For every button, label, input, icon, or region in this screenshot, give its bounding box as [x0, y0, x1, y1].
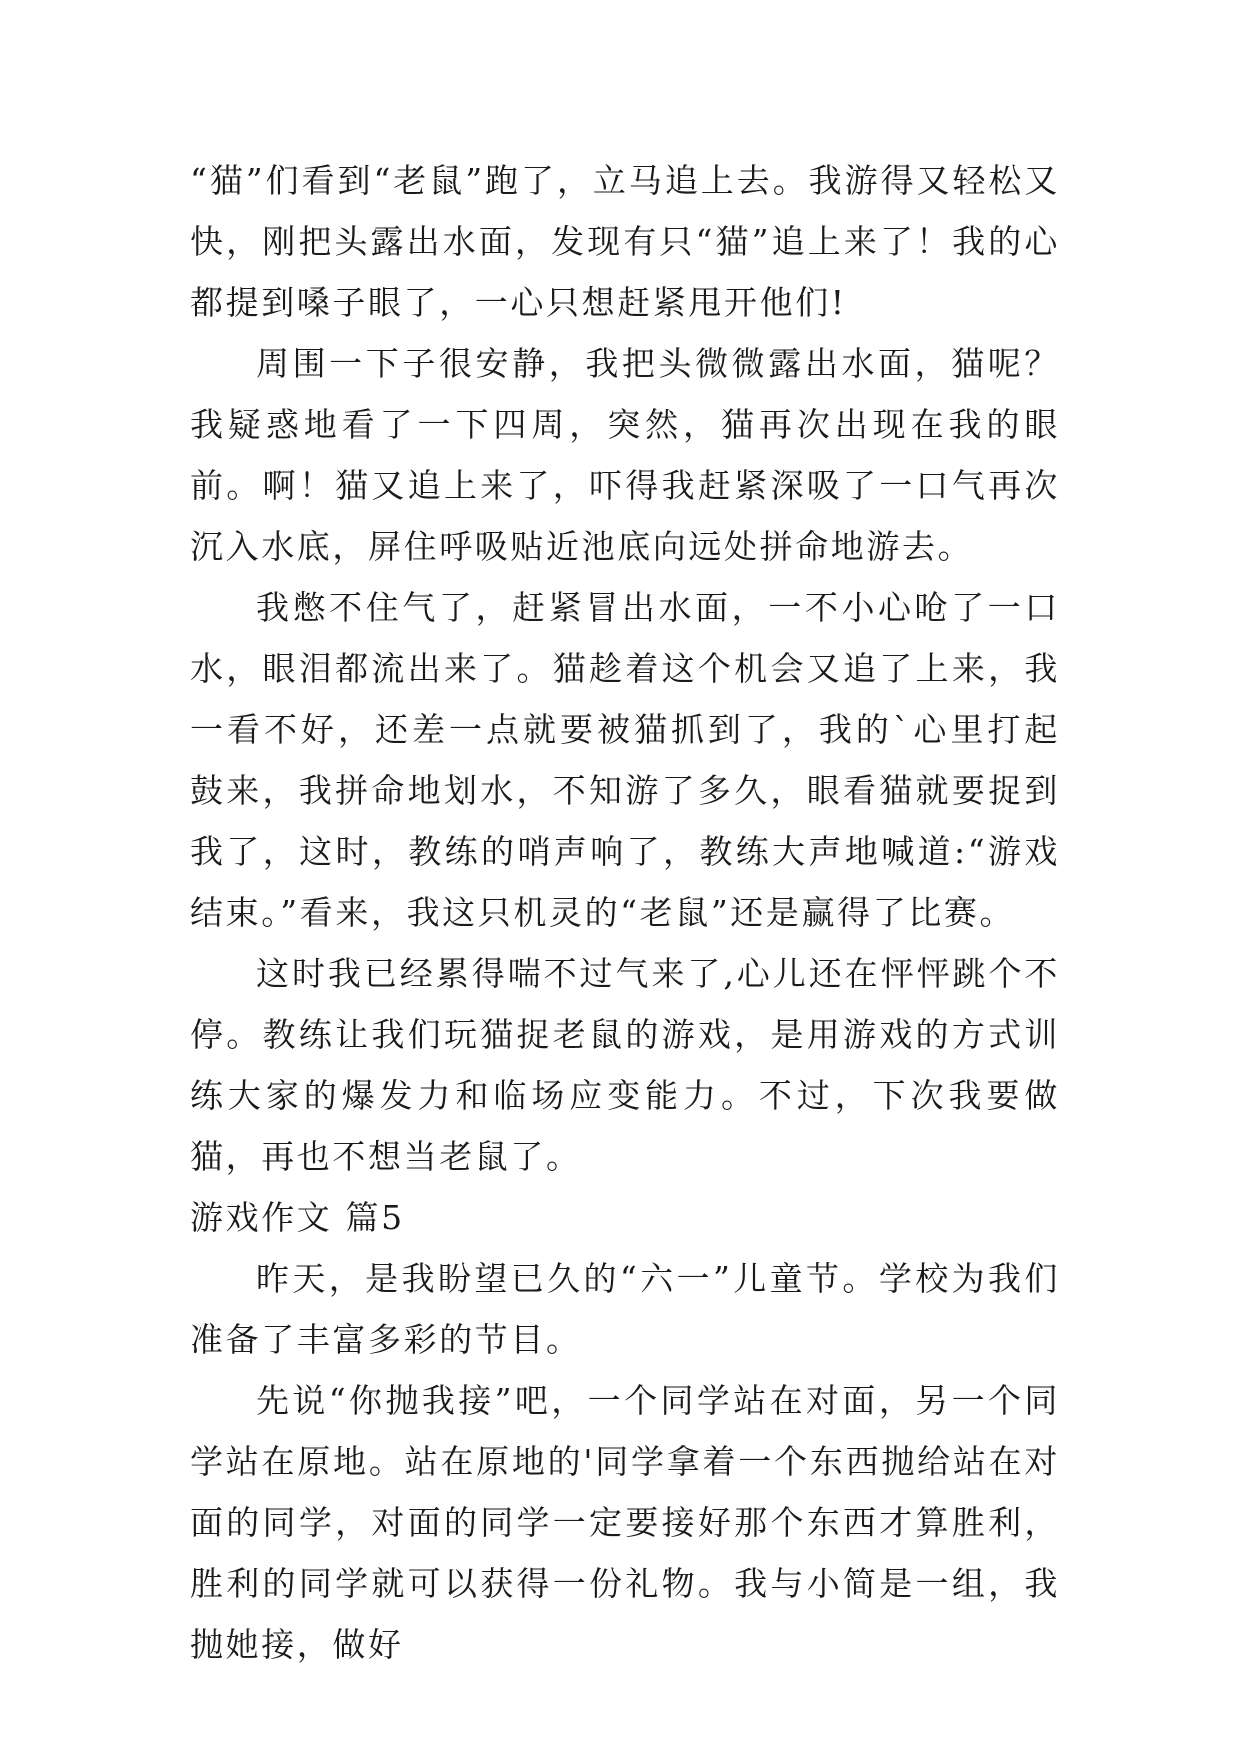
document-body: [190, 150, 1060, 1675]
paragraph-conclusion: 这时我已经累得喘不过气来了,心儿还在怦怦跳个不停。教练让我们玩猫捉老鼠的游戏，是用游戏的方式训练大家的爆发力和临场应变能力。不过，下次我要做猫，再也不想当老鼠了。: [190, 954, 1060, 1176]
paragraph-surroundings-quiet: 周围一下子很安静，我把头微微露出水面，猫呢？我疑惑地看了一下四周，突然，猫再次出现在我的眼前。啊！猫又追上来了，吓得我赶紧深吸了一口气再次沉入水底，屏住呼吸贴近池底向远处拼命地游去。: [190, 344, 1060, 566]
paragraph-breath-hold: 我憋不住气了，赶紧冒出水面，一不小心呛了一口水，眼泪都流出来了。猫趁着这个机会又追了上来，我一看不好，还差一点就要被猫抓到了，我的`心里打起鼓来，我拼命地划水，不知游了多久，眼看猫就要捉到我了，这时，教练的哨声响了，教练大声地喊道:“游戏结束。”看来，我这只机灵的“老鼠”还是赢得了比赛。: [190, 588, 1060, 932]
paragraph-cat-chase: “猫”们看到“老鼠”跑了，立马追上去。我游得又轻松又快，刚把头露出水面，发现有只“猫”追上来了！我的心都提到嗓子眼了，一心只想赶紧甩开他们!: [190, 161, 1060, 322]
paragraph-childrens-day: 昨天，是我盼望已久的“六一”儿童节。学校为我们准备了丰富多彩的节目。: [190, 1259, 1060, 1359]
paragraph-throw-catch: 先说“你抛我接”吧，一个同学站在对面，另一个同学站在原地。站在原地的'同学拿着一个东西抛给站在对面的同学，对面的同学一定要接好那个东西才算胜利，胜利的同学就可以获得一份礼物。我与小简是一组，我抛她接，做好: [190, 1381, 1060, 1664]
section-heading: 游戏作文 篇5: [190, 1198, 405, 1237]
